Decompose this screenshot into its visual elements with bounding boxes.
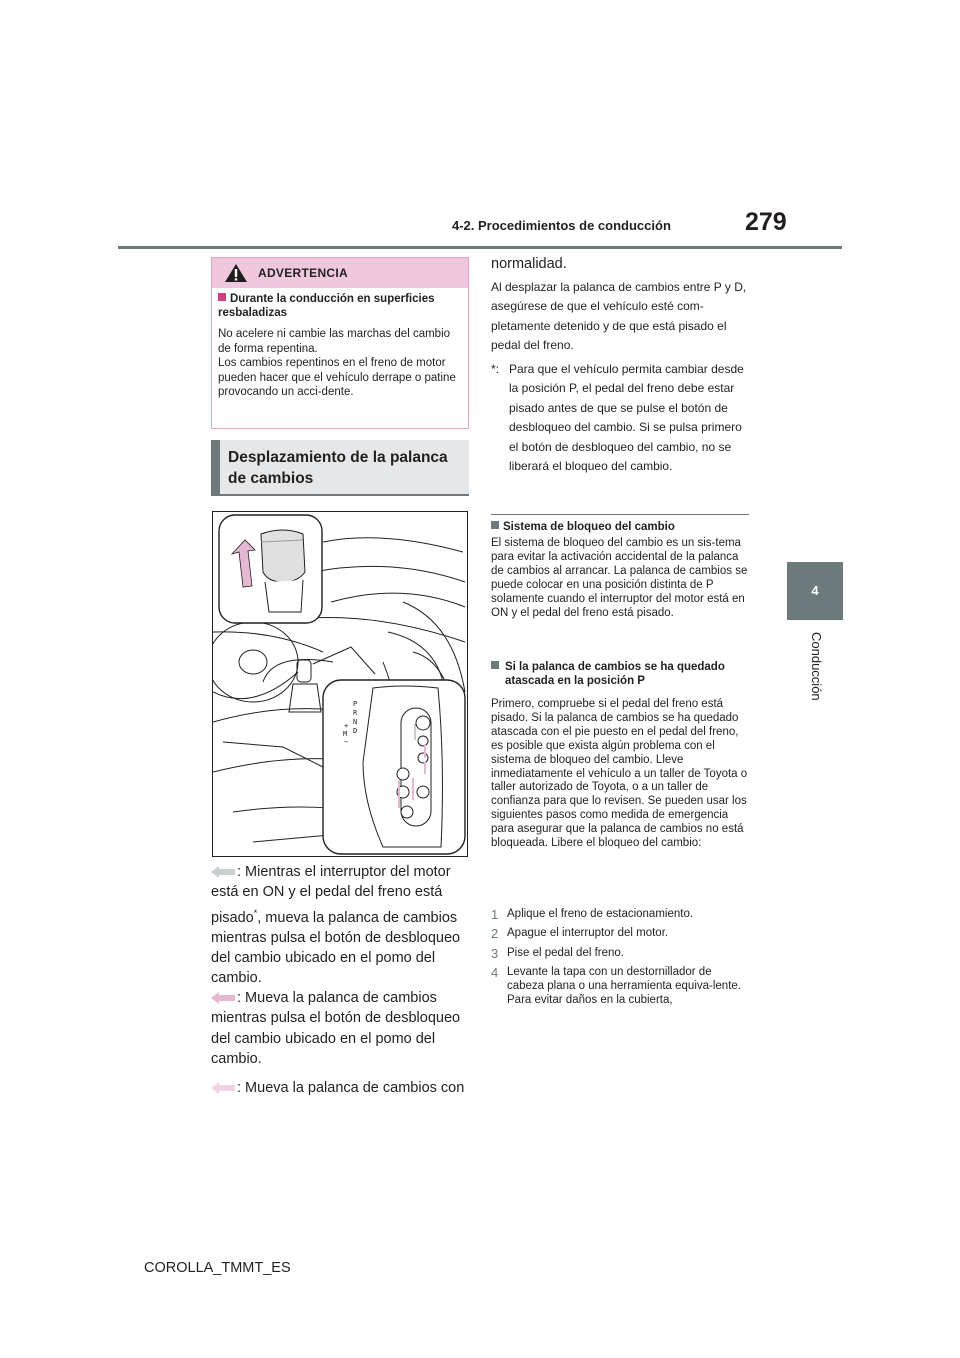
chapter-label: Conducción	[809, 632, 824, 701]
subheading-shift-lock	[491, 520, 753, 534]
step-1	[491, 908, 753, 924]
warning-bullet-text: Durante la conducción en superficies resbaladizas	[218, 293, 435, 319]
legend-item-1-star: *	[253, 907, 258, 918]
warning-body-2: Los cambios repentinos en el freno de motor pueden hacer que el vehículo derrape o patine provocando un acci-dente.	[218, 357, 456, 398]
stuck-lever-paragraph: Primero, compruebe si el pedal del freno está pisado. Si la palanca de cambios se ha quedado atascada con el pie puesto en el pedal del freno, es posible que exista algún problema con el sistema de bloqueo del cambio. Lleve inmediatamente el vehículo a un taller de Toyota o taller autorizado de Toyota, o a un taller de confianza para que lo revisen. Se pueden usar los siguientes pasos como medida de emergencia para asegurar que la palanca de cambios no está bloqueada. Libere el bloqueo del cambio:	[491, 698, 748, 850]
subheading-shift-lock-text: Sistema de bloqueo del cambio	[503, 521, 675, 533]
warning-header	[212, 258, 468, 288]
warning-body	[218, 327, 464, 400]
step-1-number: 1	[491, 907, 499, 922]
step-4-number: 4	[491, 965, 499, 980]
shift-caution-paragraph: Al desplazar la palanca de cambios entre P y D, asegúrese de que el vehículo esté com-pletamente detenido y de que está pisado el pedal del freno.	[491, 280, 747, 353]
legend-item-1-text: : Mientras el interruptor del motor está en ON y el pedal del freno está pisado	[211, 864, 451, 926]
gear-label-plus: +	[344, 722, 349, 730]
step-3-number: 3	[491, 946, 499, 961]
car-interior-illustration	[213, 512, 467, 856]
legend-item-2-text: : Mueva la palanca de cambios mientras pulsa el botón de desbloqueo del cambio ubicado en el pomo del cambio.	[211, 990, 461, 1067]
legend-item-2	[211, 988, 471, 1069]
legend-item-1	[211, 862, 471, 989]
step-1-text: Aplique el freno de estacionamiento.	[507, 908, 694, 920]
warning-box	[211, 257, 469, 429]
step-3	[491, 947, 753, 963]
warning-title: ADVERTENCIA	[258, 266, 348, 280]
shift-lever-figure	[212, 511, 468, 857]
step-2-text: Apague el interruptor del motor.	[507, 927, 669, 939]
bullet-square-icon	[491, 521, 499, 529]
bullet-square-icon	[218, 293, 226, 301]
arrow-light-pink-icon	[211, 1082, 235, 1094]
step-3-text: Pise el pedal del freno.	[507, 947, 624, 959]
continuation-text: normalidad.	[491, 256, 567, 272]
gear-label-m: M	[343, 730, 348, 738]
section-title: Desplazamiento de la palanca de cambios	[211, 440, 469, 496]
legend-item-3-text: : Mueva la palanca de cambios con	[237, 1080, 465, 1096]
warning-icon	[224, 263, 248, 283]
section-underline	[211, 494, 469, 496]
gear-label-r: R	[353, 709, 358, 717]
gear-label-d: D	[353, 727, 358, 735]
gear-label-p: P	[353, 700, 358, 708]
step-4-text: Levante la tapa con un destornillador de cabeza plana o una herramienta equiva-lente. Para evitar daños en la cubierta,	[507, 966, 741, 1006]
step-2	[491, 927, 753, 943]
page-number: 279	[745, 208, 787, 236]
arrow-pink-icon	[211, 992, 235, 1004]
subheading-stuck-lever-text: Si la palanca de cambios se ha quedado atascada en la posición P	[505, 661, 725, 687]
footnote-mark: *:	[491, 362, 500, 376]
footnote-text: Para que el vehículo permita cambiar desde la posición P, el pedal del freno debe estar pisado antes de que se pulse el botón de desbloqueo del cambio. Si se pulsa primero el botón de desbloqueo del cambio, no se liberará el bloqueo del cambio.	[509, 362, 744, 474]
section-header: 4-2. Procedimientos de conducción	[452, 218, 671, 233]
arrow-grey-icon	[211, 866, 235, 878]
legend-item-1-cont: , mueva la palanca de cambios mientras pulsa el botón de desbloqueo del cambio ubicado en el pomo del cambio.	[211, 909, 461, 987]
bullet-square-icon	[491, 661, 499, 669]
step-2-number: 2	[491, 926, 499, 941]
warning-bullet	[218, 292, 464, 320]
gear-label-n: N	[353, 718, 358, 726]
shift-lock-paragraph: El sistema de bloqueo del cambio es un sis-tema para evitar la activación accidental de la palanca de cambios al arrancar. La palanca de cambios se puede colocar en una posición distinta de P solamente cuando el interruptor del motor está en ON y el pedal del freno está pisado.	[491, 537, 748, 619]
column-divider	[491, 514, 749, 515]
step-4	[491, 966, 753, 1036]
header-rule	[118, 246, 842, 249]
warning-body-1: No acelere ni cambie las marchas del cambio de forma repentina.	[218, 328, 451, 355]
footer-model-code: COROLLA_TMMT_ES	[144, 1260, 291, 1276]
subheading-stuck-lever	[491, 660, 767, 688]
legend-item-3	[211, 1078, 471, 1098]
chapter-tab[interactable]: 4	[787, 562, 843, 620]
gear-label-minus: −	[344, 738, 349, 746]
